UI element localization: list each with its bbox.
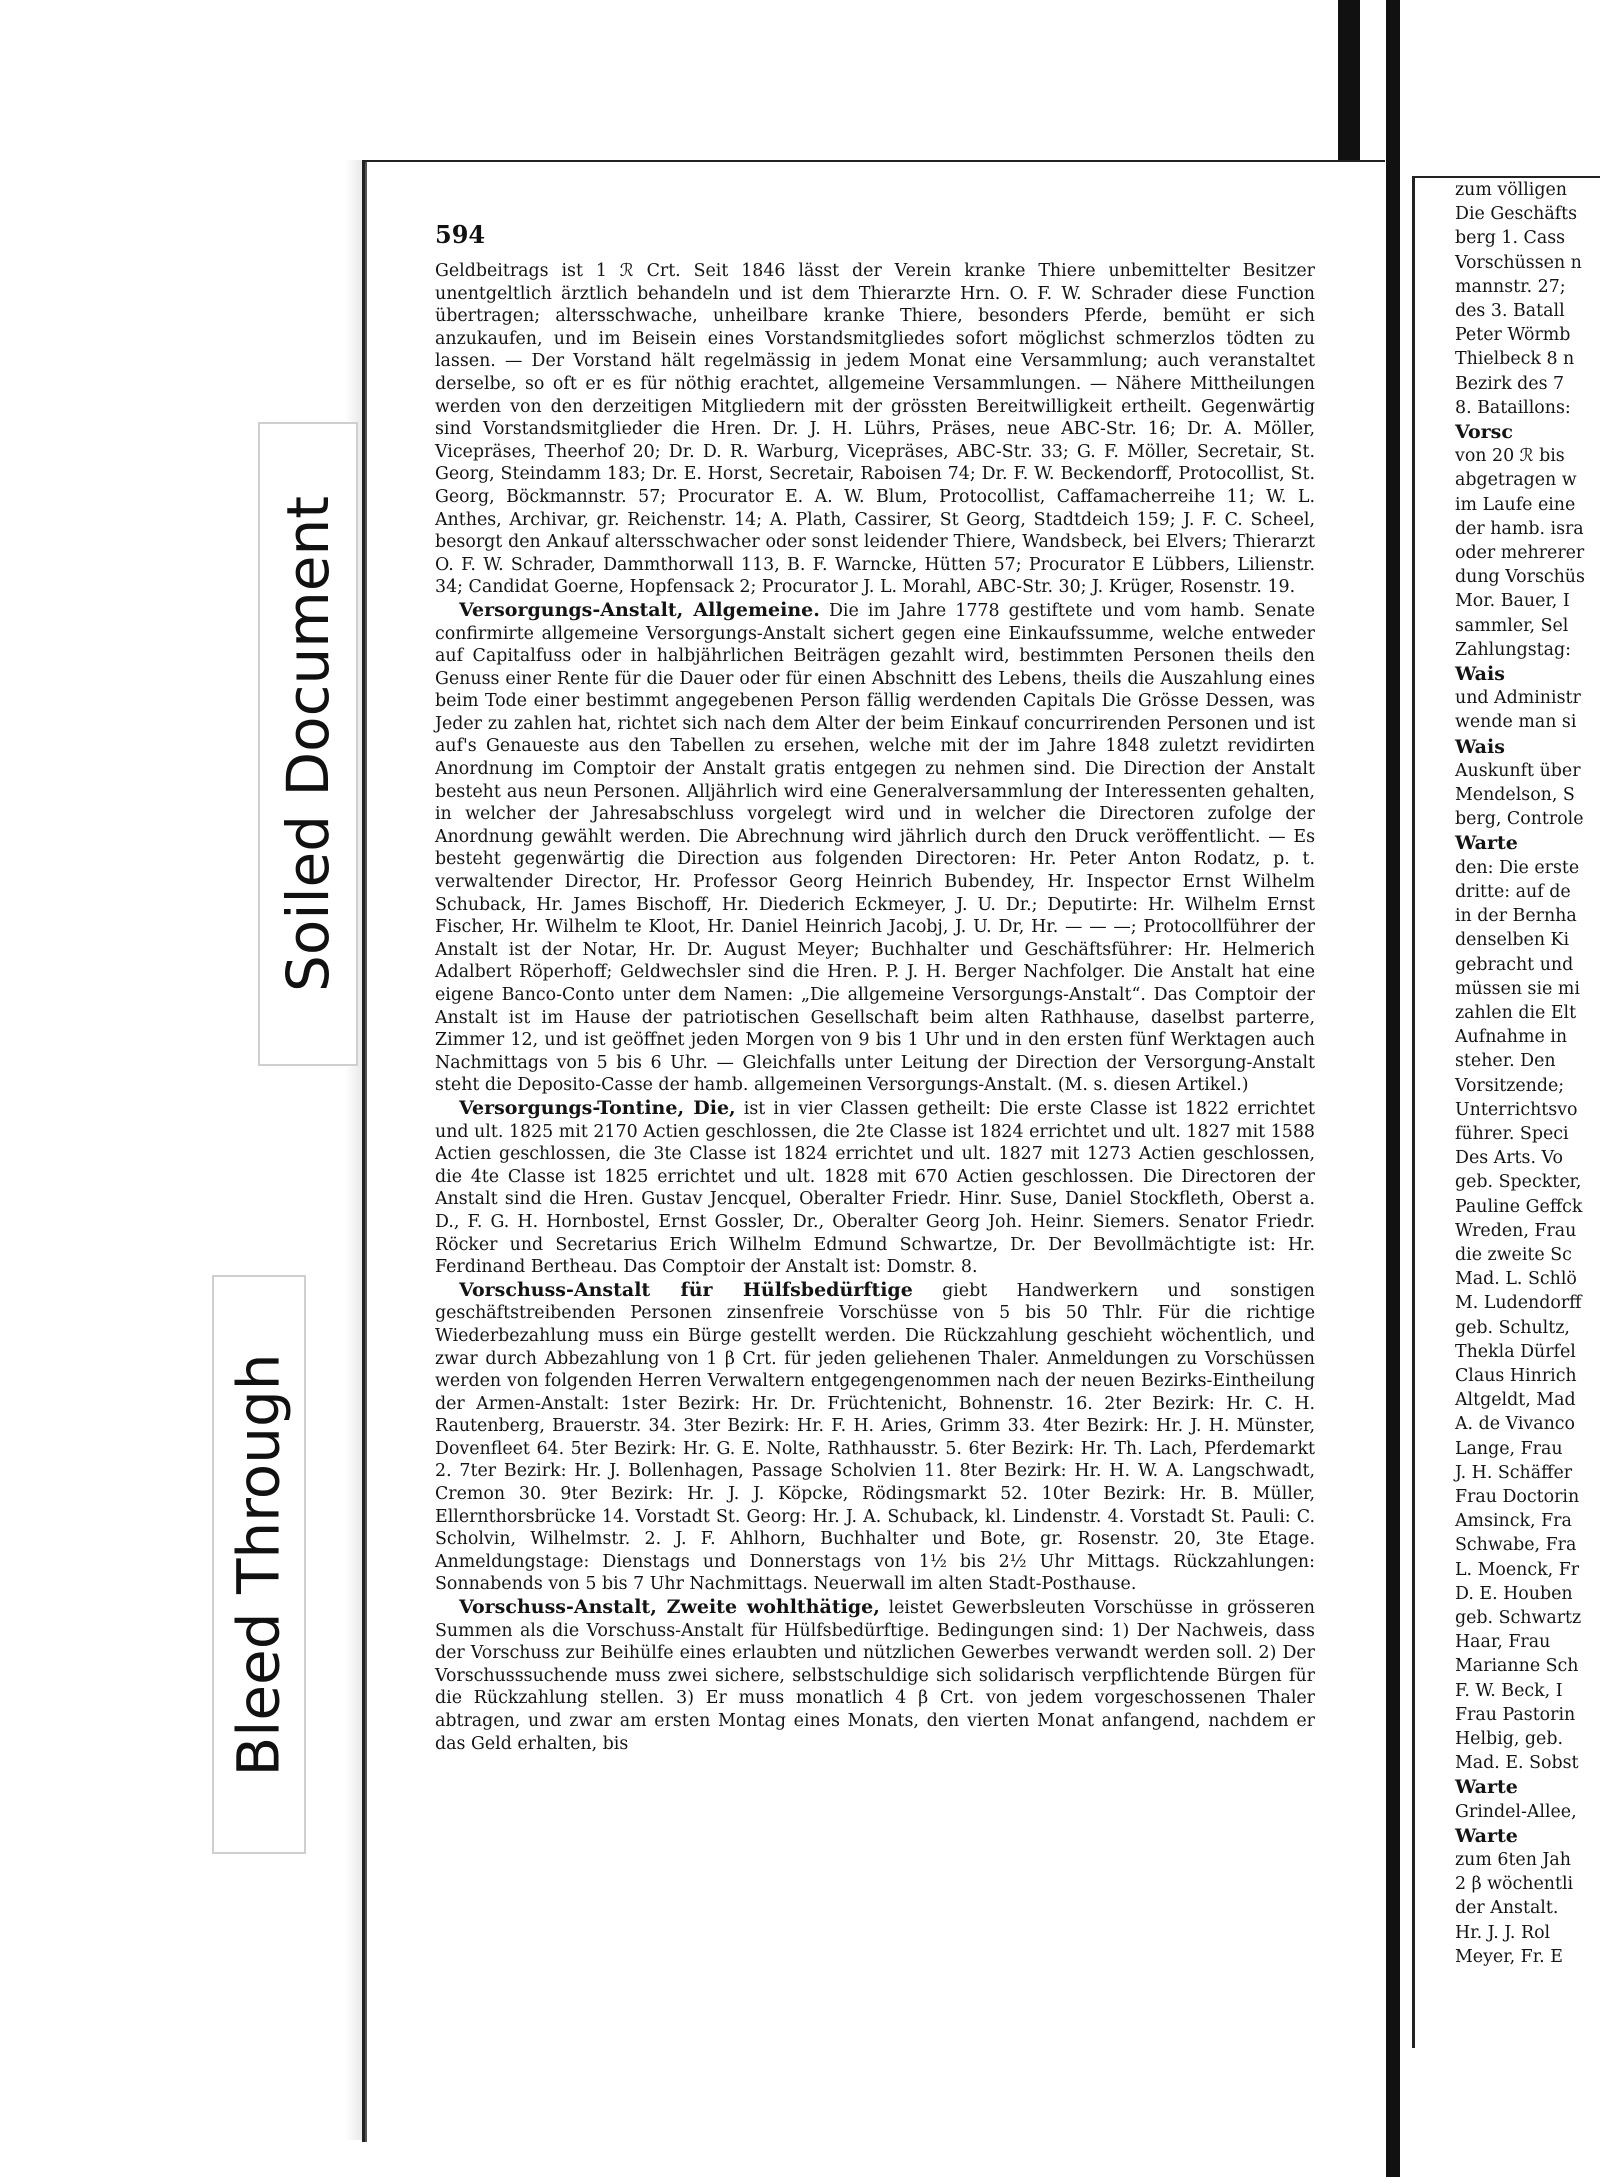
adjacent-page-line: Amsinck, Fra (1455, 1511, 1572, 1532)
scanner-edge-strip-right (1386, 0, 1400, 2177)
soiled-document-label: Soiled Document (274, 496, 343, 992)
adjacent-page-line: Thekla Dürfel (1455, 1341, 1576, 1362)
adjacent-page-line: und Administr (1455, 688, 1581, 709)
adjacent-page-line: den: Die erste (1455, 857, 1580, 878)
adjacent-page-line: Wreden, Frau (1455, 1220, 1577, 1241)
adjacent-page-line: sammler, Sel (1455, 615, 1569, 636)
entry-title: Vorschuss-Anstalt für Hülfsbedürftige (459, 1278, 913, 1301)
adjacent-page-line: im Laufe eine (1455, 494, 1576, 515)
adjacent-page-line: Aufnahme in (1455, 1027, 1568, 1048)
adjacent-page-line: Mor. Bauer, I (1455, 591, 1570, 612)
adjacent-page-line: führer. Speci (1455, 1123, 1569, 1144)
adjacent-page-line: Mendelson, S (1455, 785, 1575, 806)
adjacent-page-line: A. de Vivanco (1455, 1414, 1575, 1435)
adjacent-page-line: Thielbeck 8 n (1455, 349, 1575, 370)
entry-title: Vorschuss-Anstalt, Zweite wohlthätige, (459, 1596, 880, 1619)
adjacent-page-line: M. Ludendorff (1455, 1293, 1582, 1314)
paragraph (435, 1097, 1315, 1279)
adjacent-page-fragment (1412, 176, 1600, 2048)
adjacent-page-line: gebracht und (1455, 954, 1574, 975)
adjacent-page-line: L. Moenck, Fr (1455, 1559, 1580, 1580)
entry-title: Versorgungs-Tontine, Die, (459, 1096, 736, 1119)
bleed-through-label: Bleed Through (225, 1352, 294, 1777)
adjacent-page-line: Marianne Sch (1455, 1656, 1579, 1677)
adjacent-page-line: geb. Schwartz (1455, 1607, 1582, 1628)
adjacent-page-line: Hr. J. J. Rol (1455, 1922, 1551, 1943)
bleed-through-sticker (212, 1275, 306, 1854)
adjacent-page-line: Warte (1455, 1824, 1518, 1847)
adjacent-page-line: geb. Speckter, (1455, 1172, 1582, 1193)
entry-text: giebt Handwerkern und sonstigen geschäftstreibenden Personen zinsenfreie Vorschüsse von 5 bis 50 Thlr. Für die richtige Wiederbezahlung muss ein Bürge gestellt werden. Die Rückzahlung geschieht wöchentlich, und zwar durch Abbezahlung von 1 β Crt. für jeden geliehenen Thaler. Anmeldungen zu Vorschüssen werden von folgenden Herren Verwaltern entgegengenommen nach der neuen Bezirks-Eintheilung der Armen-Anstalt: 1ster Bezirk: Hr. Dr. Früchtenicht, Bohnenstr. 16. 2ter Bezirk: Hr. C. H. Rautenberg, Brauerstr. 34. 3ter Bezirk: Hr. F. H. Aries, Grimm 33. 4ter Bezirk: Hr. J. H. Münster, Dovenfleet 64. 5ter Bezirk: Hr. G. E. Nolte, Rathhausstr. 5. 6ter Bezirk: Hr. Th. Lach, Pferdemarkt 2. 7ter Bezirk: Hr. J. Bollenhagen, Passage Scholvien 11. 8ter Bezirk: Hr. H. W. A. Langschwadt, Cremon 30. 9ter Bezirk: Hr. J. J. Köpcke, Rödingsmarkt 52. 10ter Bezirk: Hr. B. Müller, Ellernthorsbrücke 14. Vorstadt St. Georg: Hr. J. A. Schuback, kl. Lindenstr. 4. Vorstadt St. Pauli: C. Scholvin, Wilhelmstr. 2. J. F. Ahlhorn, Buchhalter und Bote, gr. Rosenstr. 20, 3te Etage. Anmeldungstage: Dienstags und Donnerstags von 1½ bis 2½ Uhr Mittags. Rückzahlungen: Sonnabends von 5 bis 7 Uhr Nachmittags. Neuerwall im alten Stadt-Posthause. (435, 1280, 1316, 1595)
adjacent-page-line: Warte (1455, 832, 1518, 855)
adjacent-page-line: oder mehrerer (1455, 543, 1585, 564)
adjacent-page-line: Warte (1455, 1776, 1518, 1799)
adjacent-page-line: Bezirk des 7 (1455, 373, 1565, 394)
adjacent-page-line: zum 6ten Jah (1455, 1850, 1571, 1871)
adjacent-page-line: müssen sie mi (1455, 978, 1580, 999)
adjacent-page-line: Mad. E. Sobst (1455, 1753, 1579, 1774)
adjacent-page-line: der Anstalt. (1455, 1898, 1559, 1919)
adjacent-page-line: in der Bernha (1455, 906, 1577, 927)
adjacent-page-line: dritte: auf de (1455, 881, 1571, 902)
adjacent-page-line: die zweite Sc (1455, 1244, 1572, 1265)
paragraph (435, 260, 1315, 599)
adjacent-page-line: Lange, Frau (1455, 1438, 1563, 1459)
adjacent-page-line: der hamb. isra (1455, 518, 1584, 539)
adjacent-page-line: des 3. Batall (1455, 301, 1565, 322)
adjacent-page-line: Altgeldt, Mad (1455, 1390, 1576, 1411)
adjacent-page-line: Mad. L. Schlö (1455, 1269, 1577, 1290)
adjacent-page-line: Des Arts. Vo (1455, 1148, 1563, 1169)
adjacent-page-line: Helbig, geb. (1455, 1729, 1563, 1749)
adjacent-page-line: steher. Den (1455, 1051, 1556, 1072)
entry-text: ist in vier Classen getheilt: Die erste Classe ist 1822 errichtet und ult. 1825 mit 2170 Actien geschlossen, die 2te Classe ist 1824 errichtet und ult. 1827 mit 1588 Actien geschlossen, die 3te Classe ist 1824 errichtet und ult. 1827 mit 1273 Actien geschlossen, die 4te Classe ist 1825 errichtet und ult. 1828 mit 670 Actien geschlossen. Die Directoren der Anstalt sind die Hren. Gustav Jencquel, Oberalter Friedr. Hinr. Suse, Daniel Stockfleth, Oberst a. D., F. G. H. Hornbostel, Ernst Gossler, Dr., Oberalter Georg Joh. Heinr. Siemers. Senator Friedr. Röcker und Secretarius Erich Wilhelm Edmund Schwartze, Dr. Der Bevollmächtigte ist: Hr. Ferdinand Bertheau. Das Comptoir der Anstalt ist: Domstr. 8. (435, 1098, 1315, 1278)
adjacent-page-line: 2 β wöchentli (1455, 1874, 1574, 1895)
adjacent-page-line: F. W. Beck, I (1455, 1680, 1563, 1701)
adjacent-page-line: von 20 ℛ bis (1455, 446, 1565, 467)
adjacent-page-line: wende man si (1455, 712, 1577, 733)
adjacent-page-line: Wais (1455, 735, 1505, 758)
adjacent-page-line: Meyer, Fr. E (1455, 1946, 1563, 1967)
soiled-document-sticker (258, 422, 358, 1066)
adjacent-page-line: Wais (1455, 663, 1505, 686)
adjacent-page-line: geb. Schultz, (1455, 1317, 1570, 1338)
entry-text: Die im Jahre 1778 gestiftete und vom hamb. Senate confirmirte allgemeine Versorgungs-Anstalt sichert gegen eine Einkaufssumme, welche entweder auf Capitalfuss oder in halbjährlichen Beiträgen gezahlt wird, bestimmten Personen theils den Genuss einer Rente für die Dauer oder für einen Abschnitt des Lebens, theils die Auszahlung eines beim Tode einer bestimmt angegebenen Person fällig werdenden Capitals Die Grösse Dessen, was Jeder zu zahlen hat, richtet sich nach dem Alter der beim Einkauf concurrirenden Personen und ist auf's Genaueste aus den Tabellen zu ersehen, welche mit der im Jahre 1848 zuletzt revidirten Anordnung im Comptoir der Anstalt gratis entgegen zu nehmen sind. Die Direction der Anstalt besteht aus neun Personen. Alljährlich wird eine Generalversammlung der Interessenten gehalten, in welcher der Jahresabschluss vorgelegt wird und in welcher die Directoren zufolge der Anordnung gewählt werden. Die Abrechnung wird jährlich durch den Druck veröffentlicht. — Es besteht gegenwärtig die Direction aus folgenden Directoren: Hr. Peter Anton Rodatz, p. t. verwaltender Director, Hr. Professor Georg Heinrich Bubendey, Hr. Inspector Ernst Wilhelm Schuback, Hr. James Bischoff, Hr. Diederich Eckmeyer, J. U. Dr.; Deputirte: Hr. Wilhelm Ernst Fischer, Hr. Wilhelm te Kloot, Hr. Daniel Heinrich Jacobj, J. U. Dr, Hr. — — —; Protocollführer der Anstalt ist der Notar, Hr. Dr. August Meyer; Buchhalter und Geschäftsführer: Hr. Helmerich Adalbert Röperhoff; Geldwechsler sind die Hren. P. J. H. Berger Nachfolger. Die Anstalt hat eine eigene Banco-Conto unter dem Namen: „Die allgemeine Versorgungs-Anstalt“. Das Comptoir der Anstalt ist im Hause der patriotischen Gesellschaft beim alten Rathhause, daselbst parterre, Zimmer 12, und ist geöffnet jeden Morgen von 9 bis 1 Uhr und in den ersten fünf Werktagen auch Nachmittags von 5 bis 6 Uhr. — Gleichfalls unter Leitung der Direction der Versorgung-Anstalt steht die Deposito-Casse der hamb. allgemeinen Versorgungs-Anstalt. (M. s. diesen Artikel.) (435, 600, 1315, 1096)
page-body-text (435, 260, 1315, 1755)
adjacent-page-line: denselben Ki (1455, 930, 1570, 951)
page-number: 594 (435, 220, 486, 249)
adjacent-page-line: D. E. Houben (1455, 1583, 1573, 1604)
adjacent-page-line: Vorsitzende; (1455, 1075, 1565, 1096)
adjacent-page-line: Vorsc (1455, 421, 1513, 444)
adjacent-page-line: Frau Pastorin (1455, 1704, 1576, 1725)
adjacent-page-line: mannstr. 27; (1455, 276, 1566, 297)
adjacent-page-line: Peter Wörmb (1455, 325, 1571, 346)
entry-text: leistet Gewerbsleuten Vorschüsse in grösseren Summen als die Vorschuss-Anstalt für Hülfsbedürftige. Bedingungen sind: 1) Der Nachweis, dass der Vorschuss zur Beihülfe eines erlaubten und nützlichen Gewerbes verwandt werden soll. 2) Der Vorschusssuchende muss zwei sichere, selbstschuldige sich solidarisch verpflichtende Bürgen für die Rückzahlung stellen. 3) Er muss monatlich 4 β Crt. von jedem vorgeschossenen Thaler abtragen, und zwar am ersten Montag eines Monats, den vierten Monat anfangend, nachdem er das Geld erhalten, bis (435, 1598, 1315, 1754)
adjacent-page-line: Die Geschäfts (1455, 204, 1578, 225)
paragraph (435, 599, 1315, 1097)
adjacent-page-line: Haar, Frau (1455, 1632, 1551, 1653)
adjacent-page-line: Frau Doctorin (1455, 1486, 1580, 1507)
adjacent-page-line: Schwabe, Fra (1455, 1535, 1577, 1556)
adjacent-page-line: dung Vorschüs (1455, 567, 1585, 588)
adjacent-page-line: zahlen die Elt (1455, 1002, 1577, 1023)
adjacent-page-line: Zahlungstag: (1455, 639, 1572, 660)
adjacent-page-line: berg 1. Cass (1455, 228, 1566, 249)
adjacent-page-line: Vorschüssen n (1455, 252, 1582, 273)
adjacent-page-line: 8. Bataillons: (1455, 397, 1571, 418)
adjacent-page-line: Grindel-Allee, (1455, 1801, 1577, 1822)
book-page (362, 160, 1385, 2142)
adjacent-page-line: Unterrichtsvo (1455, 1099, 1578, 1120)
paragraph (435, 1279, 1315, 1596)
adjacent-page-line: J. H. Schäffer (1455, 1462, 1573, 1483)
adjacent-page-line: berg, Controle (1455, 809, 1584, 830)
entry-text: Geldbeitrags ist 1 ℛ Crt. Seit 1846 lässt der Verein kranke Thiere unbemittelter Besitzer unentgeltlich ärztlich behandeln und ist dem Thierarzte Hrn. O. F. W. Schrader diese Function übertragen; altersschwache, unheilbare kranke Thiere, besonders Pferde, bemüht er sich anzukaufen, und im Beisein eines Vorstandsmitgliedes sofort möglichst schmerzlos tödten zu lassen. — Der Vorstand hält regelmässig in jedem Monat eine Versammlung; auch veranstaltet derselbe, so oft er es für nöthig erachtet, allgemeine Versammlungen. — Nähere Mittheilungen werden von den derzeitigen Mitgliedern mit der grössten Bereitwilligkeit ertheilt. Gegenwärtig sind Vorstandsmitglieder die Hren. Dr. J. H. Lührs, Präses, neue ABC-Str. 16; Dr. A. Möller, Vicepräses, Theerhof 20; Dr. D. R. Warburg, Vicepräses, ABC-Str. 33; G. F. Möller, Secretair, St. Georg, Steindamm 183; Dr. E. Horst, Secretair, Raboisen 74; Dr. F. W. Beckendorff, Protocollist, St. Georg, Böckmannstr. 57; Procurator E. A. W. Blum, Protocollist, Caffamacherreihe 11; W. L. Anthes, Archivar, gr. Reichenstr. 14; A. Plath, Cassirer, St Georg, Stadtdeich 159; J. F. C. Scheel, besorgt den Ankauf altersschwacher oder sonst leidender Thiere, Wandsbeck, bei Elvers; Thierarzt O. F. W. Schrader, Dammthorwall 113, B. F. Warncke, Hütten 57; Procurator E Lübbers, Lilienstr. 34; Candidat Goerne, Hopfensack 2; Procurator J. L. Morahl, ABC-Str. 30; J. Krüger, Rosenstr. 19. (435, 261, 1315, 598)
adjacent-page-line: zum völligen (1455, 180, 1567, 200)
adjacent-page-line: Auskunft über (1455, 760, 1581, 781)
adjacent-page-line: Pauline Geffck (1455, 1196, 1583, 1217)
paragraph (435, 1596, 1315, 1755)
entry-title: Versorgungs-Anstalt, Allgemeine. (459, 598, 820, 621)
adjacent-page-line: abgetragen w (1455, 470, 1577, 491)
adjacent-page-line: Claus Hinrich (1455, 1365, 1577, 1386)
